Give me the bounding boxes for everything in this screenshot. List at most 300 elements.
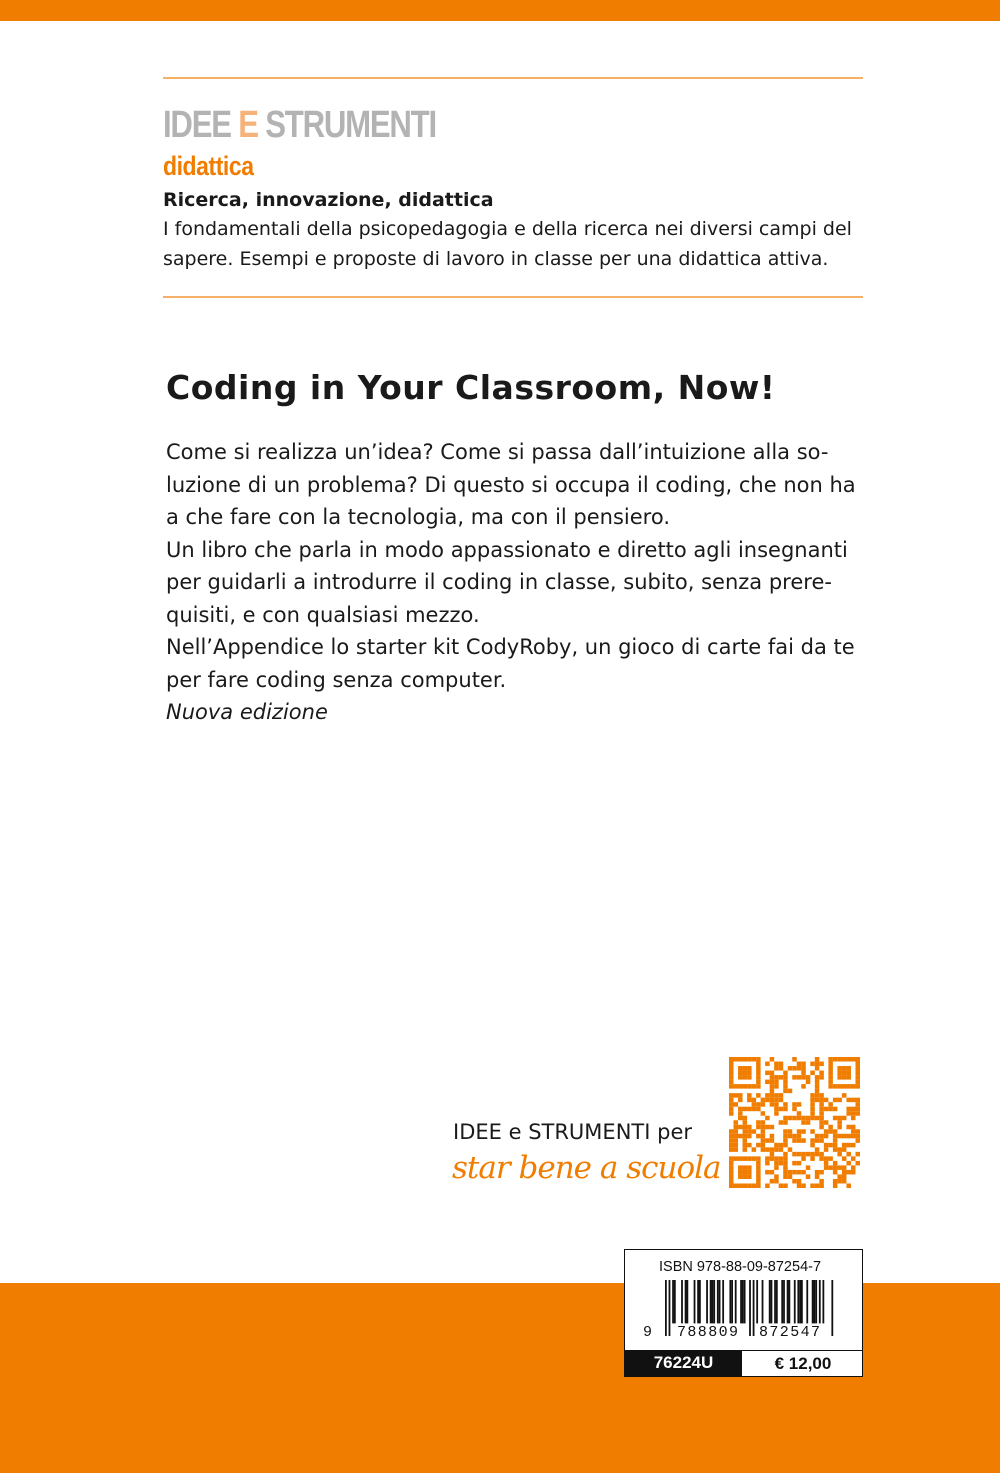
qr-module	[783, 1102, 788, 1107]
qr-module	[734, 1120, 739, 1125]
qr-module	[729, 1080, 734, 1085]
qr-module	[774, 1062, 779, 1067]
qr-module	[851, 1057, 856, 1062]
qr-module	[801, 1116, 806, 1121]
qr-module	[842, 1093, 847, 1098]
qr-module	[756, 1071, 761, 1076]
qr-module	[792, 1179, 797, 1184]
qr-module	[747, 1165, 752, 1170]
qr-module	[837, 1057, 842, 1062]
qr-module	[747, 1125, 752, 1130]
qr-module	[774, 1075, 779, 1080]
qr-module	[752, 1102, 757, 1107]
barcode-bar	[774, 1280, 776, 1323]
qr-module	[756, 1102, 761, 1107]
qr-module	[828, 1143, 833, 1148]
qr-module	[810, 1116, 815, 1121]
qr-module	[774, 1084, 779, 1089]
qr-module	[779, 1161, 784, 1166]
qr-module	[806, 1116, 811, 1121]
qr-module	[738, 1066, 743, 1071]
qr-module	[806, 1165, 811, 1170]
qr-module	[851, 1125, 856, 1130]
barcode-bar	[744, 1280, 746, 1323]
qr-module	[828, 1125, 833, 1130]
barcode-bar	[735, 1280, 737, 1323]
qr-module	[833, 1161, 838, 1166]
qr-module	[783, 1116, 788, 1121]
qr-module	[810, 1183, 815, 1188]
qr-module	[801, 1170, 806, 1175]
qr-module	[765, 1071, 770, 1076]
qr-module	[747, 1066, 752, 1071]
qr-module	[738, 1174, 743, 1179]
qr-module	[833, 1143, 838, 1148]
qr-module	[765, 1156, 770, 1161]
barcode-bar	[722, 1280, 724, 1323]
qr-module	[824, 1107, 829, 1112]
qr-module	[765, 1098, 770, 1103]
qr-module	[815, 1174, 820, 1179]
qr-module	[747, 1170, 752, 1175]
qr-module	[855, 1129, 860, 1134]
qr-module	[819, 1152, 824, 1157]
barcode-bar	[665, 1280, 667, 1336]
qr-module	[824, 1165, 829, 1170]
qr-module	[801, 1183, 806, 1188]
qr-module	[747, 1093, 752, 1098]
qr-module	[815, 1089, 820, 1094]
qr-module	[743, 1125, 748, 1130]
qr-module	[756, 1170, 761, 1175]
qr-module	[770, 1080, 775, 1085]
blurb-paragraph: Un libro che parla in modo appassionato e diretto agli insegnanti per guidarli a introdurre il coding in classe, subito, senza prere-quisiti, e con qualsiasi mezzo.	[166, 537, 848, 627]
qr-module	[770, 1089, 775, 1094]
qr-module	[756, 1161, 761, 1166]
qr-module	[824, 1156, 829, 1161]
qr-module	[801, 1075, 806, 1080]
qr-module	[743, 1116, 748, 1121]
series-title-word-strumenti: STRUMENTI	[257, 104, 436, 146]
qr-module	[851, 1084, 856, 1089]
qr-module	[752, 1147, 757, 1152]
qr-module	[743, 1143, 748, 1148]
qr-module	[765, 1183, 770, 1188]
qr-module	[846, 1057, 851, 1062]
qr-module	[774, 1102, 779, 1107]
qr-module	[792, 1161, 797, 1166]
qr-module	[819, 1120, 824, 1125]
qr-module	[738, 1125, 743, 1130]
barcode-bar	[819, 1280, 821, 1323]
series-title-letter-e: E	[238, 104, 258, 146]
qr-module	[815, 1183, 820, 1188]
qr-module	[846, 1075, 851, 1080]
qr-module	[792, 1152, 797, 1157]
qr-module	[743, 1066, 748, 1071]
qr-module	[842, 1174, 847, 1179]
qr-module	[756, 1125, 761, 1130]
qr-module	[806, 1174, 811, 1179]
qr-module	[743, 1084, 748, 1089]
qr-module	[743, 1138, 748, 1143]
qr-module	[837, 1147, 842, 1152]
qr-module	[747, 1098, 752, 1103]
qr-module	[774, 1080, 779, 1085]
qr-module	[815, 1093, 820, 1098]
qr-module	[797, 1102, 802, 1107]
barcode-digits-left: 788809	[677, 1324, 740, 1341]
qr-module	[815, 1075, 820, 1080]
qr-module	[797, 1170, 802, 1175]
qr-module	[729, 1066, 734, 1071]
barcode-bar	[729, 1280, 731, 1323]
qr-module	[824, 1143, 829, 1148]
qr-module	[810, 1143, 815, 1148]
qr-module	[747, 1071, 752, 1076]
qr-module	[761, 1125, 766, 1130]
qr-module	[734, 1102, 739, 1107]
qr-module	[756, 1165, 761, 1170]
qr-module	[842, 1165, 847, 1170]
barcode-bar	[706, 1280, 708, 1323]
qr-module	[765, 1138, 770, 1143]
qr-module	[819, 1134, 824, 1139]
qr-module	[828, 1075, 833, 1080]
qr-module	[846, 1066, 851, 1071]
qr-module	[810, 1098, 815, 1103]
qr-module	[774, 1165, 779, 1170]
barcode-bar	[783, 1280, 785, 1323]
barcode-bar	[787, 1280, 789, 1323]
brand-line	[453, 1117, 692, 1147]
qr-module	[783, 1071, 788, 1076]
blurb-paragraph: Nell’Appendice lo starter kit CodyRoby, un gioco di carte fai da te per fare coding senza computer.	[166, 635, 855, 692]
qr-module	[855, 1134, 860, 1139]
qr-module	[833, 1116, 838, 1121]
qr-module	[738, 1107, 743, 1112]
barcode-bar	[801, 1280, 803, 1323]
qr-module	[756, 1093, 761, 1098]
qr-module	[855, 1066, 860, 1071]
qr-module	[828, 1066, 833, 1071]
barcode-bar	[672, 1280, 674, 1323]
qr-module	[801, 1129, 806, 1134]
qr-module	[833, 1098, 838, 1103]
qr-module	[819, 1071, 824, 1076]
qr-module	[734, 1143, 739, 1148]
series-subtitle: didattica	[163, 151, 254, 181]
qr-module	[747, 1057, 752, 1062]
qr-module	[797, 1075, 802, 1080]
qr-module	[756, 1134, 761, 1139]
barcode-bar	[771, 1280, 773, 1323]
qr-module	[779, 1120, 784, 1125]
qr-module	[734, 1138, 739, 1143]
qr-module	[774, 1111, 779, 1116]
qr-module	[842, 1170, 847, 1175]
qr-module	[738, 1093, 743, 1098]
qr-module	[770, 1102, 775, 1107]
qr-module	[828, 1165, 833, 1170]
qr-module	[783, 1075, 788, 1080]
qr-module	[738, 1170, 743, 1175]
qr-module	[819, 1075, 824, 1080]
qr-module	[846, 1084, 851, 1089]
qr-module	[729, 1098, 734, 1103]
qr-module	[761, 1147, 766, 1152]
qr-module	[774, 1174, 779, 1179]
qr-module	[837, 1125, 842, 1130]
barcode-bar	[710, 1280, 712, 1323]
qr-module	[738, 1111, 743, 1116]
qr-module	[734, 1084, 739, 1089]
barcode-bar	[797, 1280, 799, 1323]
barcode-bar	[712, 1280, 714, 1323]
qr-module	[770, 1147, 775, 1152]
qr-module	[729, 1093, 734, 1098]
price: € 12,00	[742, 1350, 863, 1377]
qr-module	[756, 1156, 761, 1161]
qr-module	[738, 1116, 743, 1121]
qr-module	[833, 1165, 838, 1170]
qr-module	[837, 1075, 842, 1080]
qr-module	[806, 1152, 811, 1157]
qr-module	[792, 1116, 797, 1121]
qr-module	[846, 1098, 851, 1103]
qr-module	[792, 1170, 797, 1175]
barcode-bar	[815, 1280, 817, 1323]
qr-module	[855, 1057, 860, 1062]
qr-module	[855, 1152, 860, 1157]
qr-module	[810, 1138, 815, 1143]
qr-module	[734, 1093, 739, 1098]
qr-module	[846, 1170, 851, 1175]
barcode-bar	[753, 1280, 755, 1336]
qr-module	[765, 1170, 770, 1175]
qr-module	[788, 1116, 793, 1121]
qr-module	[815, 1080, 820, 1085]
qr-module	[806, 1075, 811, 1080]
qr-module	[833, 1147, 838, 1152]
qr-module	[734, 1147, 739, 1152]
qr-module	[756, 1120, 761, 1125]
qr-module	[815, 1138, 820, 1143]
qr-module	[810, 1062, 815, 1067]
barcode-bar	[685, 1280, 687, 1323]
barcode-bar	[776, 1280, 778, 1323]
qr-module	[765, 1093, 770, 1098]
edition-note: Nuova edizione	[166, 700, 328, 724]
barcode-bar	[812, 1280, 814, 1323]
brand-word-strumenti: STRUMENTI	[528, 1120, 651, 1144]
qr-module	[779, 1093, 784, 1098]
qr-module	[810, 1129, 815, 1134]
barcode-bar	[713, 1280, 715, 1323]
qr-module	[783, 1156, 788, 1161]
brand-word-idee: IDEE	[453, 1120, 502, 1144]
qr-module	[756, 1062, 761, 1067]
blurb-paragraph: Come si realizza un’idea? Come si passa dall’intuizione alla so-luzione di un problema? Di questo si occupa il coding, che non ha a che fare con la tecnologia, ma con il pensiero.	[166, 440, 856, 529]
qr-module	[779, 1147, 784, 1152]
qr-module	[828, 1062, 833, 1067]
qr-module	[846, 1161, 851, 1166]
qr-module	[846, 1152, 851, 1157]
barcode-bar	[756, 1280, 758, 1323]
qr-module	[801, 1152, 806, 1157]
qr-module	[783, 1089, 788, 1094]
qr-module	[743, 1107, 748, 1112]
qr-module	[837, 1174, 842, 1179]
qr-module	[765, 1147, 770, 1152]
barcode-bar	[686, 1280, 688, 1323]
qr-module	[761, 1120, 766, 1125]
series-description: I fondamentali della psicopedagogia e della ricerca nei diversi campi del sapere. Esempi e proposte di lavoro in classe per una didattica attiva.	[163, 218, 852, 270]
qr-module	[842, 1143, 847, 1148]
qr-module	[837, 1179, 842, 1184]
barcode-bar	[681, 1280, 683, 1323]
qr-module	[846, 1183, 851, 1188]
qr-module	[833, 1134, 838, 1139]
qr-module	[743, 1147, 748, 1152]
qr-module	[738, 1084, 743, 1089]
qr-module	[837, 1152, 842, 1157]
qr-module	[855, 1161, 860, 1166]
qr-module	[770, 1170, 775, 1175]
qr-module	[837, 1134, 842, 1139]
qr-module	[837, 1066, 842, 1071]
qr-module	[788, 1170, 793, 1175]
qr-module	[734, 1183, 739, 1188]
qr-module	[774, 1066, 779, 1071]
qr-module	[824, 1134, 829, 1139]
qr-module	[783, 1084, 788, 1089]
qr-module	[761, 1138, 766, 1143]
qr-module	[842, 1116, 847, 1121]
qr-module	[851, 1165, 856, 1170]
qr-module	[846, 1107, 851, 1112]
qr-module	[774, 1093, 779, 1098]
qr-module	[756, 1107, 761, 1112]
qr-module	[752, 1129, 757, 1134]
qr-module	[792, 1075, 797, 1080]
qr-module	[756, 1075, 761, 1080]
qr-module	[729, 1129, 734, 1134]
qr-module	[815, 1084, 820, 1089]
qr-module	[729, 1134, 734, 1139]
series-title	[163, 103, 436, 147]
qr-module	[747, 1129, 752, 1134]
qr-module	[756, 1183, 761, 1188]
qr-module	[792, 1107, 797, 1112]
qr-module	[729, 1057, 734, 1062]
qr-module	[747, 1134, 752, 1139]
qr-module	[815, 1066, 820, 1071]
qr-module	[783, 1174, 788, 1179]
book-blurb	[166, 436, 866, 729]
qr-module	[855, 1075, 860, 1080]
qr-module	[801, 1138, 806, 1143]
qr-module	[819, 1098, 824, 1103]
qr-module	[828, 1156, 833, 1161]
qr-module	[752, 1107, 757, 1112]
qr-module	[815, 1152, 820, 1157]
barcode-bar	[740, 1280, 742, 1323]
barcode-bar	[697, 1280, 699, 1323]
qr-module	[752, 1084, 757, 1089]
qr-module	[837, 1071, 842, 1076]
qr-module	[734, 1134, 739, 1139]
qr-module	[747, 1107, 752, 1112]
qr-module	[801, 1156, 806, 1161]
qr-module	[738, 1075, 743, 1080]
qr-module	[729, 1062, 734, 1067]
qr-module	[806, 1120, 811, 1125]
barcode-bar	[788, 1280, 790, 1323]
qr-module	[761, 1102, 766, 1107]
qr-module	[743, 1174, 748, 1179]
qr-module	[788, 1129, 793, 1134]
qr-module	[779, 1107, 784, 1112]
barcode-bar	[781, 1280, 783, 1323]
qr-module	[797, 1066, 802, 1071]
qr-module	[779, 1062, 784, 1067]
qr-module	[738, 1057, 743, 1062]
qr-module	[842, 1147, 847, 1152]
qr-module	[855, 1107, 860, 1112]
qr-module	[797, 1138, 802, 1143]
qr-module	[761, 1098, 766, 1103]
qr-module	[819, 1183, 824, 1188]
qr-module	[855, 1138, 860, 1143]
qr-module	[752, 1156, 757, 1161]
qr-module	[797, 1116, 802, 1121]
qr-module	[765, 1161, 770, 1166]
qr-module	[851, 1134, 856, 1139]
qr-module	[833, 1179, 838, 1184]
qr-module	[851, 1116, 856, 1121]
qr-module	[752, 1057, 757, 1062]
product-code: 76224U	[625, 1350, 742, 1377]
qr-module	[743, 1075, 748, 1080]
qr-module	[729, 1102, 734, 1107]
qr-module	[756, 1174, 761, 1179]
qr-module	[846, 1125, 851, 1130]
qr-module	[851, 1098, 856, 1103]
qr-module	[729, 1143, 734, 1148]
qr-module	[756, 1057, 761, 1062]
qr-module	[756, 1143, 761, 1148]
qr-module	[743, 1156, 748, 1161]
divider-bottom	[163, 296, 863, 298]
qr-module	[783, 1080, 788, 1085]
qr-module	[743, 1183, 748, 1188]
qr-module	[819, 1107, 824, 1112]
qr-module	[765, 1116, 770, 1121]
qr-module	[855, 1071, 860, 1076]
divider-top	[163, 77, 863, 79]
qr-module	[729, 1071, 734, 1076]
qr-module	[729, 1147, 734, 1152]
qr-module	[743, 1134, 748, 1139]
qr-module	[783, 1170, 788, 1175]
qr-module	[729, 1161, 734, 1166]
qr-module	[738, 1165, 743, 1170]
qr-module	[828, 1084, 833, 1089]
qr-module	[729, 1170, 734, 1175]
qr-module	[828, 1129, 833, 1134]
qr-code-icon[interactable]	[729, 1057, 860, 1188]
